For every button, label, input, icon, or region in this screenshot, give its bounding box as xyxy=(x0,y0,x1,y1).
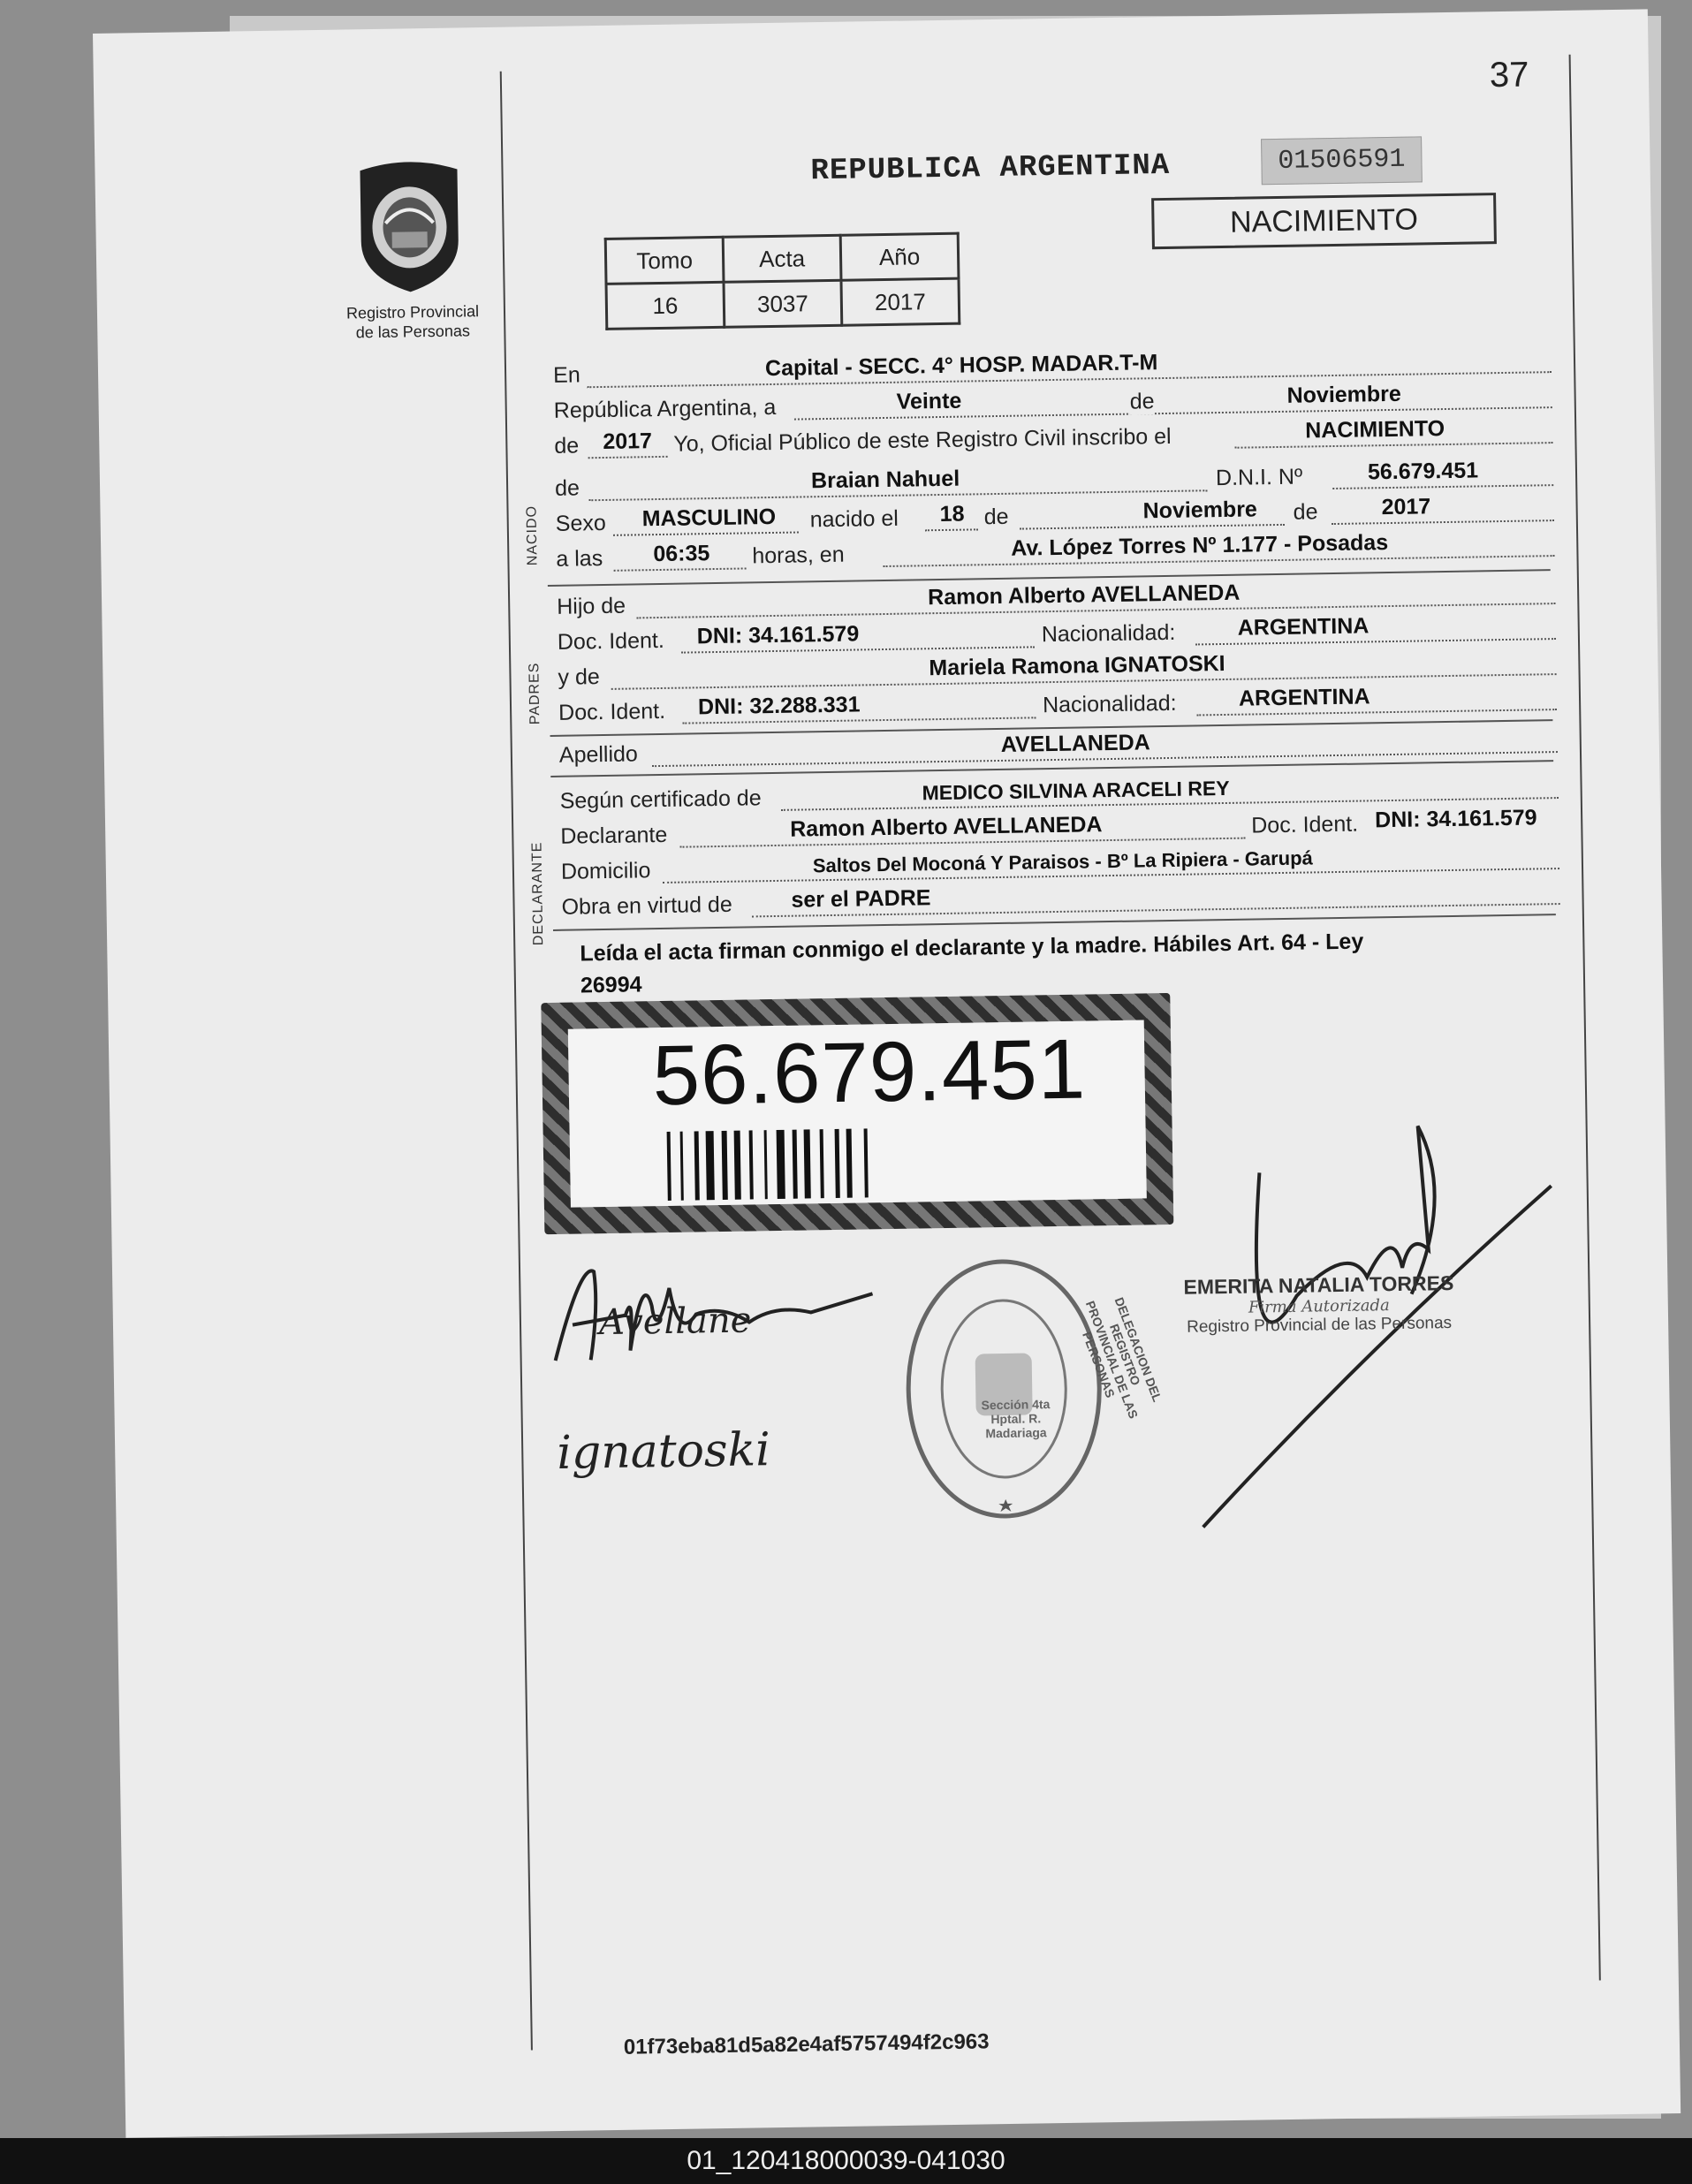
value-madre: Mariela Ramona IGNATOSKI xyxy=(929,650,1225,681)
value-mes-nac: Noviembre xyxy=(1142,497,1258,524)
signature-declarante xyxy=(545,1249,883,1374)
value-anio: 2017 xyxy=(603,428,653,454)
label-de-mes: de xyxy=(983,504,1009,530)
label-de: de xyxy=(1129,389,1155,414)
logo-caption-line2: de las Personas xyxy=(355,322,471,342)
official-name: EMERITA NATALIA TORRES xyxy=(1183,1270,1454,1299)
registry-table-header xyxy=(605,233,959,284)
barcode-bar xyxy=(872,1128,873,1197)
scan-footer-id: 01_120418000039-041030 xyxy=(0,2138,1692,2184)
section-label-nacido: NACIDO xyxy=(524,504,541,566)
signature-1-text: Avellane xyxy=(598,1300,752,1344)
barcode-bar xyxy=(706,1131,715,1200)
barcode-bar xyxy=(722,1131,728,1200)
header-acta: Acta xyxy=(723,235,841,282)
value-declarante-doc: DNI: 34.161.579 xyxy=(1374,805,1537,833)
value-anio: 2017 xyxy=(841,278,960,325)
label-a-las: a las xyxy=(556,546,603,572)
closing-line2: 26994 xyxy=(580,972,642,998)
barcode-bar xyxy=(745,1131,746,1200)
header-tomo: Tomo xyxy=(605,237,724,284)
label-doc-ident-2: Doc. Ident. xyxy=(558,698,666,725)
registry-table xyxy=(604,232,961,330)
closing-line1: Leída el acta firman conmigo el declarante y la madre. Hábiles Art. 64 - Ley xyxy=(580,929,1364,967)
value-padre: Ramon Alberto AVELLANEDA xyxy=(927,580,1241,610)
barcode-bar xyxy=(835,1129,840,1198)
label-doc-ident-1: Doc. Ident. xyxy=(557,627,664,655)
value-lugar-nac: Av. López Torres Nº 1.177 - Posadas xyxy=(1011,530,1389,561)
barcode-bar xyxy=(675,1132,676,1201)
barcode-bar xyxy=(828,1129,829,1198)
label-segun: Según certificado de xyxy=(559,785,762,814)
seal-icon xyxy=(903,1255,1106,1522)
value-declarante: Ramon Alberto AVELLANEDA xyxy=(790,812,1103,842)
dni-stamp xyxy=(541,993,1173,1234)
value-tipo: NACIMIENTO xyxy=(1305,416,1445,444)
barcode-bar xyxy=(757,1130,758,1199)
seal-inner-text: Sección 4ta Hptal. R. Madariaga xyxy=(981,1397,1051,1441)
section-label-padres: PADRES xyxy=(527,662,543,725)
value-dni: 56.679.451 xyxy=(1367,458,1479,485)
barcode-bar xyxy=(703,1131,704,1200)
label-hijo-de: Hijo de xyxy=(557,593,626,619)
label-nacionalidad-2: Nacionalidad: xyxy=(1042,690,1177,718)
label-nacionalidad-1: Nacionalidad: xyxy=(1041,619,1176,648)
barcode-bar xyxy=(804,1129,811,1198)
label-de-anio: de xyxy=(554,433,580,459)
value-tomo: 16 xyxy=(606,282,725,329)
label-de-anio-nac: de xyxy=(1293,499,1318,525)
label-obra: Obra en virtud de xyxy=(561,891,732,920)
value-dia-nac: 18 xyxy=(939,501,965,527)
value-sexo: MASCULINO xyxy=(641,504,777,532)
barcode-bar xyxy=(718,1131,719,1200)
barcode-bar xyxy=(764,1130,768,1199)
label-de-nombre: de xyxy=(554,475,580,501)
closing-text xyxy=(580,922,1561,1001)
barcode-bar xyxy=(777,1130,785,1199)
document-hash: 01f73eba81d5a82e4af5757494f2c963 xyxy=(623,2029,990,2059)
barcode-bar xyxy=(667,1132,671,1201)
barcode xyxy=(667,1128,879,1201)
barcode-bar xyxy=(749,1130,754,1199)
value-madre-doc: DNI: 32.288.331 xyxy=(697,692,861,720)
document-type-box: NACIMIENTO xyxy=(1151,193,1497,249)
label-doc-ident-3: Doc. Ident. xyxy=(1251,811,1359,838)
barcode-bar xyxy=(789,1130,790,1199)
stamp-number: 56.679.451 xyxy=(651,1021,1087,1124)
value-lugar: Capital - SECC. 4° HOSP. MADAR.T-M xyxy=(764,350,1158,382)
value-apellido: AVELLANEDA xyxy=(1000,730,1150,757)
label-en: En xyxy=(552,362,580,388)
value-domicilio: Saltos Del Moconá Y Paraisos - Bº La Ripiera - Garupá xyxy=(812,846,1313,877)
value-acta: 3037 xyxy=(724,280,842,327)
barcode-bar xyxy=(844,1129,845,1198)
official-role: Firma Autorizada xyxy=(1248,1296,1390,1317)
value-mes: Noviembre xyxy=(1286,381,1402,408)
official-seal xyxy=(903,1255,1106,1522)
left-margin-line xyxy=(500,72,533,2051)
serial-number: 01506591 xyxy=(1261,136,1423,185)
seal-outer-text: DELEGACION DEL REGISTRO PROVINCIAL DE LAS PERSONAS xyxy=(1080,1295,1165,1421)
header-anio: Año xyxy=(840,233,959,280)
value-hora: 06:35 xyxy=(653,541,710,567)
label-y-de: y de xyxy=(558,664,600,690)
value-anio-nac: 2017 xyxy=(1381,494,1431,520)
barcode-bar xyxy=(687,1132,688,1201)
barcode-bar xyxy=(856,1129,857,1198)
value-nombre: Braian Nahuel xyxy=(810,466,960,494)
barcode-bar xyxy=(864,1128,869,1197)
page-number: 37 xyxy=(1489,55,1529,95)
official-office: Registro Provincial de las Personas xyxy=(1187,1314,1453,1337)
shield-emblem-icon xyxy=(351,160,467,294)
label-horas-en: horas, en xyxy=(752,542,845,569)
birth-certificate-page xyxy=(93,9,1681,2137)
label-oficial: Yo, Oficial Público de este Registro Civil inscribo el xyxy=(673,423,1172,457)
logo-caption xyxy=(329,301,497,343)
label-nacido-el: nacido el xyxy=(809,505,899,533)
barcode-bar xyxy=(801,1130,802,1199)
value-madre-nac: ARGENTINA xyxy=(1238,684,1370,711)
value-padre-nac: ARGENTINA xyxy=(1237,613,1370,641)
barcode-bar xyxy=(694,1131,700,1200)
label-sexo: Sexo xyxy=(555,510,606,536)
value-certificado: MEDICO SILVINA ARACELI REY xyxy=(922,776,1230,805)
province-emblem xyxy=(351,160,467,294)
barcode-bar xyxy=(815,1129,816,1198)
form-body xyxy=(552,337,1570,998)
official-block xyxy=(1168,1271,1469,1338)
logo-caption-line1: Registro Provincial xyxy=(345,302,480,322)
barcode-bar xyxy=(820,1129,824,1198)
barcode-bar xyxy=(771,1130,772,1199)
barcode-bar xyxy=(793,1130,798,1199)
country-title: REPUBLICA ARGENTINA xyxy=(810,148,1171,189)
right-margin-line xyxy=(1569,55,1601,1981)
label-declarante: Declarante xyxy=(560,822,668,849)
label-apellido: Apellido xyxy=(558,741,639,768)
label-dni: D.N.I. Nº xyxy=(1215,464,1303,491)
barcode-bar xyxy=(680,1132,684,1201)
barcode-bar xyxy=(846,1129,853,1198)
label-domicilio: Domicilio xyxy=(560,858,651,884)
value-padre-doc: DNI: 34.161.579 xyxy=(696,621,860,649)
registry-table-values xyxy=(606,278,960,329)
value-dia: Veinte xyxy=(896,388,962,414)
barcode-bar xyxy=(734,1131,741,1200)
value-obra: ser el PADRE xyxy=(791,885,931,913)
signature-madre: ignatoski xyxy=(556,1423,771,1480)
section-label-declarante: DECLARANTE xyxy=(529,841,547,946)
label-republica: República Argentina, a xyxy=(553,394,777,423)
